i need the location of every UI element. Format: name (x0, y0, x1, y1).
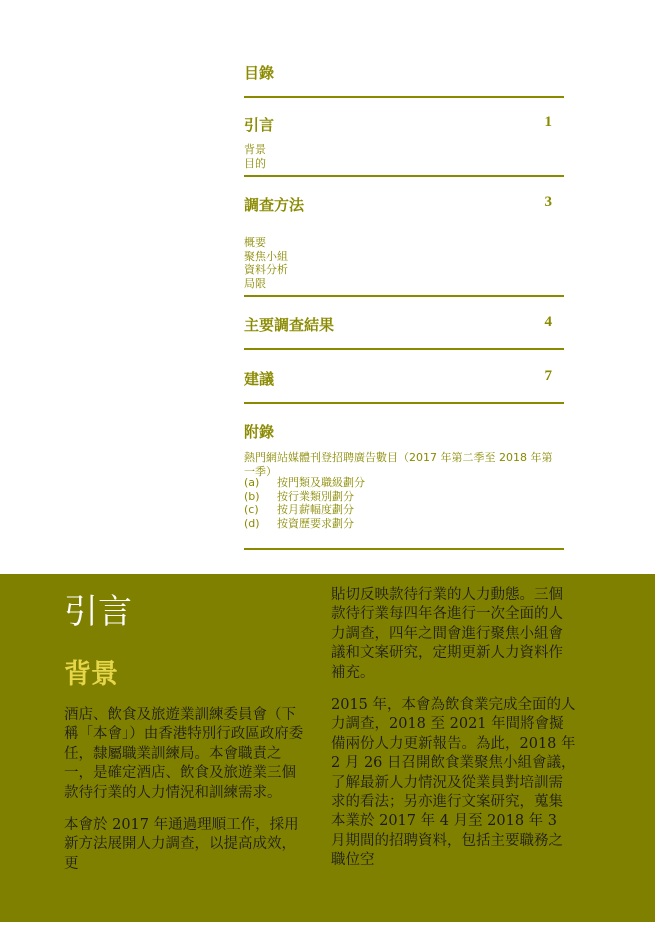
toc-title: 目錄 (244, 64, 275, 82)
toc-appendix-title[interactable]: 附錄 (244, 423, 275, 441)
toc-section-title[interactable]: 建議 (244, 370, 275, 388)
list-item-text: 按月薪幅度劃分 (277, 503, 354, 516)
divider (244, 175, 564, 177)
paragraph (64, 706, 304, 803)
list-item-letter: (d) (244, 516, 260, 530)
list-item-text: 按資歷要求劃分 (277, 516, 354, 530)
list-item-letter: (a) (244, 476, 260, 489)
intro-heading: 引言 (64, 592, 132, 632)
paragraph (331, 586, 571, 683)
toc-page-number: 7 (544, 368, 552, 384)
paragraph (331, 696, 576, 871)
toc-subitems (244, 143, 266, 170)
toc-subitem[interactable]: 資料分析 (244, 263, 288, 276)
toc-subitem[interactable]: 目的 (244, 156, 266, 170)
toc-appendix-list (244, 476, 365, 530)
divider (244, 295, 564, 297)
toc-section-title[interactable]: 調查方法 (244, 196, 305, 214)
paragraph-text: 貼切反映款待行業的人力動態。三個款待行業每四年各進行一次全面的人力調查，四年之間會進行聚焦小組會議和文案研究，定期更新人力資料作補充。 (331, 587, 563, 681)
list-item-text: 按行業類別劃分 (277, 489, 354, 503)
divider (244, 548, 564, 550)
toc-appendix-description[interactable]: 熱門網站媒體刊登招聘廣告數目（2017 年第二季至 2018 年第一季） (244, 451, 553, 478)
toc-page-number: 4 (544, 314, 552, 330)
toc-subitems (244, 236, 288, 290)
list-item[interactable] (244, 517, 365, 531)
toc-section-title[interactable]: 引言 (244, 116, 275, 134)
toc-page-number: 1 (544, 114, 552, 130)
paragraph-text: 酒店、飲食及旅遊業訓練委員會（下稱「本會」）由香港特別行政區政府委任，隸屬職業訓練局。本會職責之一，是確定酒店、飲食及旅遊業三個款待行業的人力情況和訓練需求。 (64, 707, 304, 801)
paragraph-text: 本會於 2017 年通過理順工作，採用新方法展開人力調查，以提高成效，更 (64, 817, 299, 872)
toc-page-number: 3 (544, 194, 552, 210)
divider (244, 348, 564, 350)
toc-subitem[interactable]: 聚焦小組 (244, 249, 288, 263)
list-item-letter: (c) (244, 503, 259, 516)
list-item[interactable] (244, 503, 365, 517)
toc-subitem[interactable]: 概要 (244, 236, 266, 249)
toc-subitem[interactable]: 局限 (244, 276, 266, 290)
toc-subitem[interactable]: 背景 (244, 143, 266, 156)
list-item-letter: (b) (244, 489, 260, 503)
divider (244, 96, 564, 98)
list-item-text: 按門類及職級劃分 (277, 476, 365, 489)
paragraph (64, 816, 304, 874)
divider (244, 402, 564, 404)
list-item[interactable] (244, 476, 365, 490)
list-item[interactable] (244, 490, 365, 504)
background-subheading: 背景 (64, 659, 118, 690)
toc-section-title[interactable]: 主要調查結果 (244, 316, 335, 334)
paragraph-text: 2015 年，本會為飲食業完成全面的人力調查，2018 至 2021 年間將會擬備兩份人力更新報告。為此，2018 年 2 月 26 日召開飲食業聚焦小組會議，了解最新人力情況及從業員對培訓需求的看法；另亦進行文案研究，蒐集本業於 2017 年 4 月至 2018 年 3 月期間的招聘資料，包括主要職務之職位空 (331, 697, 576, 869)
